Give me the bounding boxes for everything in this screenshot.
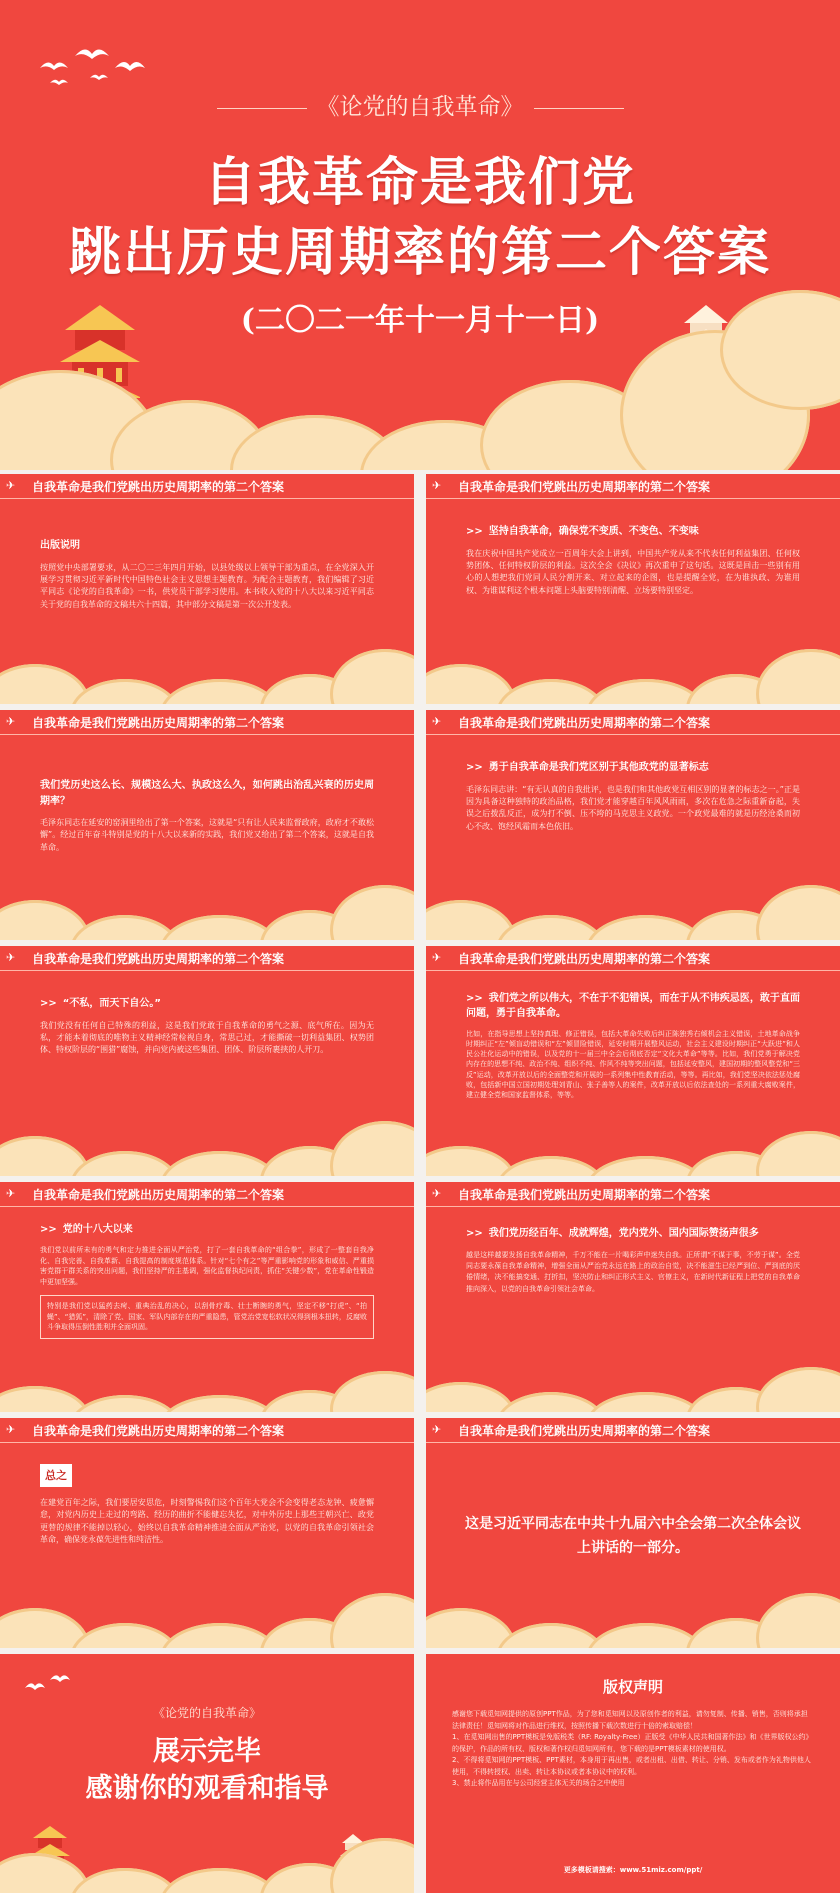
slide-2: ✈ 自我革命是我们党跳出历史周期率的第二个答案 >> 坚持自我革命，确保党不变质、不变色、不变味 我在庆祝中国共产党成立一百周年大会上讲到，中国共产党从来不代表任何利益集团、任何权势团体、任何特权阶层的利益。这次全会《决议》再次重申了这句话。这既是回击一些别有用心的人想把我们党同人民分割开来、对立起来的企图，也是提醒全党，在为谁执政、为谁用权、为谁谋利这个根本问题上头脑要特别清醒、立场要特别坚定。 <box>426 474 840 704</box>
bird-icon: ✈ <box>6 1187 16 1200</box>
slide-1 <box>0 474 414 704</box>
slide-text: 毛泽东同志讲：“有无认真的自我批评，也是我们和其他政党互相区别的显著的标志之一。”正是因为具备这种独特的政治品格，我们党才能穿越百年风风雨雨，多次在危急之际重新奋起，失误之后拨乱反正，成为打不倒、压不垮的马克思主义政党。一个政党最难的就是历经沧桑而初心不改、饱经风霜而本色依旧。 <box>466 784 800 831</box>
bird-icon: ✈ <box>432 1187 442 1200</box>
copyright-slide <box>426 1654 840 1893</box>
cover-date: (二〇二一年十一月十一日) <box>240 303 600 338</box>
slide-header <box>0 710 414 735</box>
copyright-footer-link[interactable]: 更多模板请搜索：www.51miz.com/ppt/ <box>563 1866 703 1874</box>
ending-line2: 感谢你的观看和指导 <box>85 1773 329 1804</box>
bird-icon: ✈ <box>432 951 442 964</box>
slide-header-title: 自我革命是我们党跳出历史周期率的第二个答案 <box>458 716 711 730</box>
slide-6: ✈ 自我革命是我们党跳出历史周期率的第二个答案 >> 我们党之所以伟大，不在于不犯错误，而在于从不讳疾忌医，敢于直面问题，勇于自我革命。 比如，在指导思想上坚持真理、修正错误，包括大革命失败后纠正陈独秀右倾机会主义错误，土地革命战争时期纠正“左”倾盲动错误和“左”倾冒险错误，延安时期开展整风运动，社会主义建设时期纠正“大跃进”和人民公社化运动中的错误，以及党的十一届三中全会后彻底否定“文化大革命”等等。比如，我们党勇于解决党内存在的思想不纯、政治不纯、组织不纯、作风不纯等突出问题，包括延安整风，建国初期的整风整党和“三反”运动，改革开放以后的全面整党和开展的一系列集中性教育活动，等等。再比如，我们党坚决依法惩处腐败，包括新中国立国初期处理刘青山、张子善等人的案件，改革开放以后依法查处的一系列重大腐败案件，建立健全党和国家监督体系，等等。 <box>426 946 840 1176</box>
slide-header-title: 自我革命是我们党跳出历史周期率的第二个答案 <box>32 952 285 966</box>
slide-header <box>426 474 840 499</box>
bird-icon: ✈ <box>432 479 442 492</box>
slide-8: ✈ 自我革命是我们党跳出历史周期率的第二个答案 >> 我们党历经百年、成就辉煌，党内党外、国内国际赞扬声很多 越是这样越要发扬自我革命精神，千万不能在一片喝彩声中迷失自我。正所谓“不谋于事，不劳于谋”。全党同志要永葆自我革命精神，增强全面从严治党永远在路上的政治自觉，决不能滋生已经严到位、严到底的厌倦情绪，决不能搞变通、打折扣，坚决防止和纠正形式主义、官僚主义，在新时代新征程上把党的自我革命推向深入，以党的自我革命引领社会革命。 <box>426 1182 840 1412</box>
bird-icon: ✈ <box>6 951 16 964</box>
slide-5: ✈ 自我革命是我们党跳出历史周期率的第二个答案 >> “不私，而天下自公。” 我们党没有任何自己特殊的利益，这是我们党敢于自我革命的勇气之源、底气所在。因为无私，才能本着彻底的唯物主义精神经常检视自身，常思己过，才能撕破一切利益集团、权势团体、特权阶层的“围猎”腐蚀，并向党内被这些集团、团体、阶层所裹挟的人开刀。 <box>0 946 414 1176</box>
cover-clouds <box>0 320 840 470</box>
slide-clouds <box>426 654 840 704</box>
flying-birds-icon <box>30 38 160 93</box>
slide-header <box>0 1418 414 1443</box>
slide-header-title: 自我革命是我们党跳出历史周期率的第二个答案 <box>32 716 285 730</box>
slide-heading: 出版说明 <box>40 540 80 551</box>
slide-clouds <box>0 890 414 940</box>
ending-subtitle: 《论党的自我革命》 <box>152 1706 261 1720</box>
slide-clouds <box>0 1126 414 1176</box>
flying-birds-icon <box>20 1670 80 1700</box>
slide-header-title: 自我革命是我们党跳出历史周期率的第二个答案 <box>32 1424 285 1438</box>
slide-text: 在建党百年之际，我们要居安思危，时刻警惕我们这个百年大党会不会变得老态龙钟、疲惫懈怠，对党内历史上走过的弯路、经历的曲折不能健忘失忆，对中外历史上那些王朝兴亡、政党更替的规律不能掉以轻心，始终以自我革命精神推进全面从严治党，以党的自我革命引领社会革命，确保党永葆先进性和纯洁性。 <box>40 1498 374 1545</box>
closing-quote: 这是习近平同志在中共十九届六中全会第二次全体会议 上讲话的一部分。 <box>465 1516 801 1556</box>
slide-header-title: 自我革命是我们党跳出历史周期率的第二个答案 <box>458 1188 711 1202</box>
copyright-title: 版权声明 <box>602 1678 663 1696</box>
slide-heading: 坚持自我革命，确保党不变质、不变色、不变味 <box>488 526 699 537</box>
slide-header <box>0 474 414 499</box>
slide-header <box>0 946 414 971</box>
slide-text: 我在庆祝中国共产党成立一百周年大会上讲到，中国共产党从来不代表任何利益集团、任何权势团体、任何特权阶层的利益。这次全会《决议》再次重申了这句话。这既是回击一些别有用心的人想把我们党同人民分割开来、对立起来的企图，也是提醒全党，在为谁执政、为谁用权、为谁谋利这个根本问题上头脑要特别清醒、立场要特别坚定。 <box>466 548 800 595</box>
copyright-body: 感谢您下载觅知网提供的原创PPT作品，为了您和觅知网以及原创作者的利益，请勿复制、传播、销售，否则将承担法律责任！觅知网将对作品进行维权，按照传播下载次数进行十倍的索取赔偿！ 1、在觅知网出售的PPT模板是免版税类（RF: Royalty-Free）正版受《中华人民共和国著作法》和《世界版权公约》的保护，作品的所有权、版权和著作权归觅知网所有，您下载的是PPT模板素材的使用权。 2、不得将觅知网的PPT模板、PPT素材，本身用于再出售，或者出租、出借、转让、分销、发布或者作为礼物供他人使用，不得转授权、出卖、转让本协议或者本协议中的权利。 3、禁止将作品用在与公司经营主体无关的场合之中使用 <box>452 1710 813 1788</box>
cover-title-line1: 自我革命是我们党 <box>203 152 636 213</box>
slide-clouds <box>426 1372 840 1412</box>
bird-icon: ✈ <box>6 1423 16 1436</box>
slide-clouds <box>426 1136 840 1176</box>
bird-icon: ✈ <box>432 1423 442 1436</box>
bird-icon: ✈ <box>432 715 442 728</box>
slide-header-title: 自我革命是我们党跳出历史周期率的第二个答案 <box>458 952 711 966</box>
cover-slide <box>0 0 840 470</box>
slide-clouds <box>0 1598 414 1648</box>
slide-text: 越是这样越要发扬自我革命精神，千万不能在一片喝彩声中迷失自我。正所谓“不谋于事，不劳于谋”。全党同志要永葆自我革命精神，增强全面从严治党永远在路上的政治自觉，决不能滋生已经严到位、严到底的厌倦情绪，决不能搞变通、打折扣，坚决防止和纠正形式主义、官僚主义，在新时代新征程上把党的自我革命推向深入，以党的自我革命引领社会革命。 <box>466 1251 800 1293</box>
slide-text: 毛泽东同志在延安的窑洞里给出了第一个答案，这就是“只有让人民来监督政府，政府才不敢松懈”。经过百年奋斗特别是党的十八大以来新的实践，我们党又给出了第二个答案，这就是自我革命。 <box>40 818 374 852</box>
slide-10 <box>426 1418 840 1648</box>
highlight-box: 特别是我们党以猛药去疴、重典治乱的决心，以刮骨疗毒、壮士断腕的勇气，坚定不移“打虎”、“拍蝇”、“猎狐”，清除了党、国家、军队内部存在的严重隐患，管党治党宽松软状况得到根本扭转，反腐败斗争取得压倒性胜利并全面巩固。 <box>40 1295 374 1339</box>
slide-header <box>426 1418 840 1443</box>
ending-slide <box>0 1654 414 1893</box>
slide-header-title: 自我革命是我们党跳出历史周期率的第二个答案 <box>458 1424 711 1438</box>
slide-clouds <box>426 1598 840 1648</box>
bird-icon: ✈ <box>6 715 16 728</box>
slide-heading: 我们党历史这么长、规模这么大、执政这么久，如何跳出治乱兴衰的历史周期率？ <box>40 780 374 807</box>
slide-3 <box>0 710 414 940</box>
slide-header-title: 自我革命是我们党跳出历史周期率的第二个答案 <box>458 480 711 494</box>
slide-clouds <box>0 1376 414 1412</box>
slide-heading: 我们党历经百年、成就辉煌，党内党外、国内国际赞扬声很多 <box>488 1228 759 1239</box>
slide-heading: 党的十八大以来 <box>62 1224 133 1235</box>
slide-text: 按照党中央部署要求，从二〇二三年四月开始，以县处级以上领导干部为重点，在全党深入开展学习贯彻习近平新时代中国特色社会主义思想主题教育。为配合主题教育，我们编辑了习近平同志《论党的自我革命》一书，供党员干部学习使用。本书收入党的十八大以来习近平同志关于党的自我革命的文稿共六十四篇，其中部分文稿是第一次公开发表。 <box>40 562 374 609</box>
slide-heading: “不私，而天下自公。” <box>62 998 161 1009</box>
slide-header-title: 自我革命是我们党跳出历史周期率的第二个答案 <box>32 1188 285 1202</box>
slide-header-title: 自我革命是我们党跳出历史周期率的第二个答案 <box>32 480 285 494</box>
slide-4: ✈ 自我革命是我们党跳出历史周期率的第二个答案 >> 勇于自我革命是我们党区别于其他政党的显著标志 毛泽东同志讲：“有无认真的自我批评，也是我们和其他政党互相区别的显著的标志之一。”正是因为具备这种独特的政治品格，我们党才能穿越百年风风雨雨，多次在危急之际重新奋起，失误之后拨乱反正，成为打不倒、压不垮的马克思主义政党。一个政党最难的就是历经沧桑而初心不改、饱经风霜而本色依旧。 <box>426 710 840 940</box>
slide-text: 比如，在指导思想上坚持真理、修正错误，包括大革命失败后纠正陈独秀右倾机会主义错误，土地革命战争时期纠正“左”倾盲动错误和“左”倾冒险错误，延安时期开展整风运动，社会主义建设时期纠正“大跃进”和人民公社化运动中的错误，以及党的十一届三中全会后彻底否定“文化大革命”等等。比如，我们党勇于解决党内存在的思想不纯、政治不纯、组织不纯、作风不纯等突出问题，包括延安整风，建国初期的整风整党和“三反”运动，改革开放以后的全面整党和开展的一系列集中性教育活动，等等。再比如，我们党坚决依法惩处腐败，包括新中国立国初期处理刘青山、张子善等人的案件，改革开放以后依法查处的一系列重大腐败案件，建立健全党和国家监督体系，等等。 <box>466 1030 800 1099</box>
slide-clouds <box>0 654 414 704</box>
slide-clouds <box>426 890 840 940</box>
bird-icon: ✈ <box>6 479 16 492</box>
slide-9 <box>0 1418 414 1648</box>
slide-heading: 我们党之所以伟大，不在于不犯错误，而在于从不讳疾忌医，敢于直面问题，勇于自我革命。 <box>466 993 800 1019</box>
slide-text: 我们党以前所未有的勇气和定力推进全面从严治党，打了一套自我革命的“组合拳”，形成了一整套自我净化、自我完善、自我革新、自我提高的制度规范体系。针对“七个有之”等严重影响党的形象和威信、严重损害党群干群关系的突出问题，我们坚持严的主基调，强化监督执纪问责，抓住“关键少数”，党在革命性锻造中更加坚强。 <box>40 1246 374 1286</box>
ending-line1: 展示完毕 <box>153 1736 261 1767</box>
slide-clouds <box>0 1848 414 1893</box>
slide-text: 我们党没有任何自己特殊的利益，这是我们党敢于自我革命的勇气之源、底气所在。因为无私，才能本着彻底的唯物主义精神经常检视自身，常思己过，才能撕破一切利益集团、权势团体、特权阶层的“围猎”腐蚀，并向党内被这些集团、团体、阶层所裹挟的人开刀。 <box>40 1020 374 1055</box>
slide-header <box>426 946 840 971</box>
cover-subtitle: 《论党的自我革命》 <box>0 88 840 121</box>
summary-badge: 总之 <box>40 1464 72 1487</box>
slide-header <box>426 1182 840 1207</box>
slide-header <box>0 1182 414 1207</box>
slide-7: ✈ 自我革命是我们党跳出历史周期率的第二个答案 >> 党的十八大以来 我们党以前所未有的勇气和定力推进全面从严治党，打了一套自我革命的“组合拳”，形成了一整套自我净化、自我完善、自我革新、自我提高的制度规范体系。针对“七个有之”等严重影响党的形象和威信、严重损害党群干群关系的突出问题，我们坚持严的主基调，强化监督执纪问责，抓住“关键少数”，党在革命性锻造中更加坚强。 特别是我们党以猛药去疴、重典治乱的决心，以刮骨疗毒、壮士断腕的勇气，坚定不移“打虎”、“拍蝇”、“猎狐”，清除了党、国家、军队内部存在的严重隐患，管党治党宽松软状况得到根本扭转，反腐败斗争取得压倒性胜利并全面巩固。 <box>0 1182 414 1412</box>
slide-header <box>426 710 840 735</box>
slide-heading: 勇于自我革命是我们党区别于其他政党的显著标志 <box>488 762 709 773</box>
cover-title-line2: 跳出历史周期率的第二个答案 <box>68 222 771 283</box>
